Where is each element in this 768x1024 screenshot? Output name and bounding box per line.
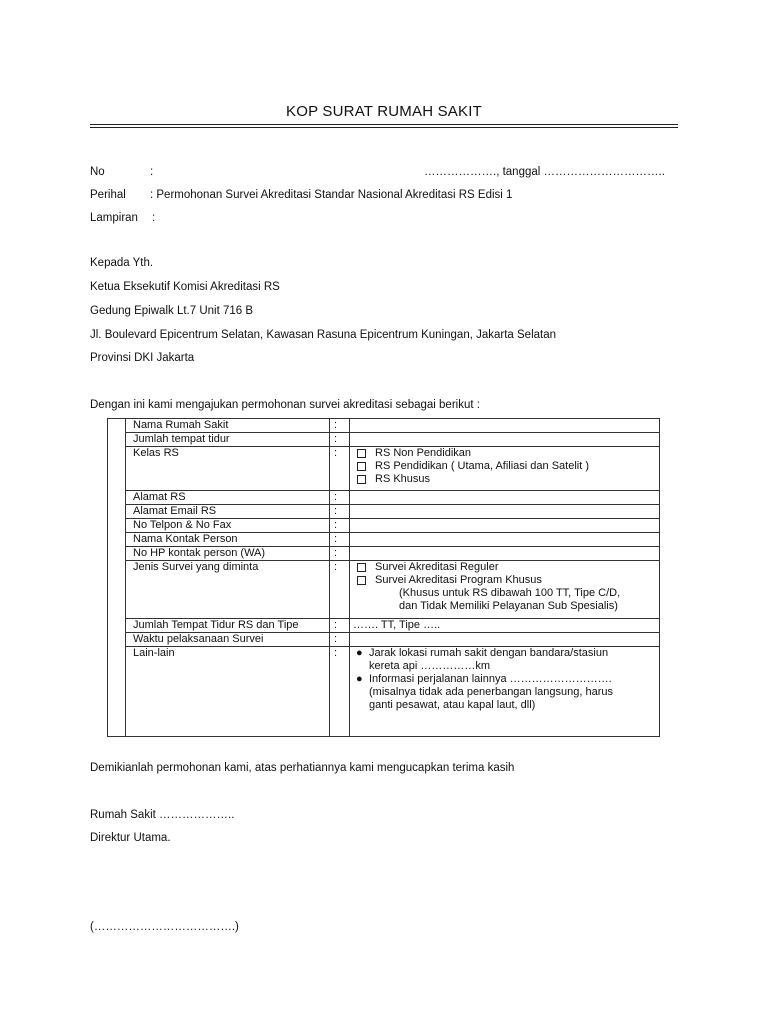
table-row (108, 433, 660, 447)
table-row (108, 491, 660, 505)
checkbox-empty-icon[interactable] (357, 449, 366, 458)
recipient-line: Jl. Boulevard Epicentrum Selatan, Kawasan Rasuna Epicentrum Kuningan, Jakarta Selatan (90, 329, 557, 341)
no-label: No (90, 166, 105, 178)
recipient-line: Ketua Eksekutif Komisi Akreditasi RS (90, 281, 280, 293)
header-rule-top (90, 124, 678, 125)
field-label: Lain-lain (126, 647, 330, 737)
intro-text: Dengan ini kami mengajukan permohonan survei akreditasi sebagai berikut : (90, 399, 480, 411)
field-colon: : (330, 491, 350, 505)
no-colon: : (150, 166, 154, 178)
field-label: Nama Kontak Person (126, 533, 330, 547)
field-label: Jenis Survei yang diminta (126, 561, 330, 619)
lain-bullet: ● Informasi perjalanan lainnya ………………………. (356, 673, 612, 685)
field-label: Jumlah tempat tidur (126, 433, 330, 447)
field-colon: : (330, 633, 350, 647)
field-value-jenis-survei (350, 561, 660, 619)
field-label: Nama Rumah Sakit (126, 419, 330, 433)
field-value-waktu[interactable] (350, 633, 660, 647)
table-row (108, 633, 660, 647)
table-row (108, 505, 660, 519)
kelas-option[interactable]: RS Khusus (353, 473, 656, 486)
field-value-alamat-rs[interactable] (350, 491, 660, 505)
lain-bullet-cont: ganti pesawat, atau kapal laut, dll) (369, 699, 536, 711)
table-row (108, 561, 660, 619)
date-line: ………………., tanggal ………………………….. (424, 166, 665, 178)
field-label: Alamat Email RS (126, 505, 330, 519)
field-value-nama-kontak[interactable] (350, 533, 660, 547)
lain-bullet-cont: kereta api ……………km (369, 660, 491, 672)
field-label: Waktu pelaksanaan Survei (126, 633, 330, 647)
table-row (108, 647, 660, 737)
field-colon: : (330, 547, 350, 561)
recipient-line: Gedung Epiwalk Lt.7 Unit 716 B (90, 305, 254, 317)
recipient-line: Provinsi DKI Jakarta (90, 352, 195, 364)
kelas-option[interactable]: RS Non Pendidikan (353, 447, 656, 460)
field-value-no-telpon[interactable] (350, 519, 660, 533)
perihal-label: Perihal (90, 189, 126, 201)
survei-option[interactable]: Survei Akreditasi Reguler (353, 561, 656, 574)
table-row (108, 519, 660, 533)
survei-option[interactable]: Survei Akreditasi Program Khusus (353, 574, 656, 587)
signature-hospital: Rumah Sakit ……………….. (90, 809, 235, 821)
field-value-tt-tipe[interactable]: ……. TT, Tipe ….. (350, 619, 660, 633)
field-label: Alamat RS (126, 491, 330, 505)
signature-position: Direktur Utama. (90, 832, 171, 844)
field-label: No HP kontak person (WA) (126, 547, 330, 561)
field-colon: : (330, 561, 350, 619)
bullet-dot-icon: ● (356, 673, 363, 685)
checkbox-empty-icon[interactable] (357, 462, 366, 471)
field-colon: : (330, 419, 350, 433)
field-label: Jumlah Tempat Tidur RS dan Tipe (126, 619, 330, 633)
field-value-alamat-email[interactable] (350, 505, 660, 519)
field-colon: : (330, 447, 350, 491)
field-label: Kelas RS (126, 447, 330, 491)
table-row (108, 547, 660, 561)
survei-note: dan Tidak Memiliki Pelayanan Sub Spesialis) (399, 600, 618, 612)
closing-text: Demikianlah permohonan kami, atas perhatiannya kami mengucapkan terima kasih (90, 762, 515, 774)
field-value-kelas-rs (350, 447, 660, 491)
field-colon: : (330, 505, 350, 519)
field-colon: : (330, 647, 350, 737)
lain-bullet-cont: (misalnya tidak ada penerbangan langsung, harus (369, 686, 613, 698)
field-colon: : (330, 619, 350, 633)
lampiran-label: Lampiran (90, 212, 138, 224)
signature-name: (……………………………….) (90, 921, 239, 933)
field-colon: : (330, 519, 350, 533)
table-row (108, 533, 660, 547)
table-row (108, 619, 660, 633)
survei-note: (Khusus untuk RS dibawah 100 TT, Tipe C/D, (399, 587, 621, 599)
request-form-table (107, 418, 660, 737)
header-rule-bottom (90, 127, 678, 128)
field-colon: : (330, 533, 350, 547)
table-row (108, 419, 660, 433)
lain-bullet: ● Jarak lokasi rumah sakit dengan bandara/stasiun (356, 647, 609, 659)
field-label: No Telpon & No Fax (126, 519, 330, 533)
perihal-value: : Permohonan Survei Akreditasi Standar Nasional Akreditasi RS Edisi 1 (150, 189, 513, 201)
number-column (108, 419, 126, 737)
field-value-lain (350, 647, 660, 737)
field-value-no-hp[interactable] (350, 547, 660, 561)
bullet-dot-icon: ● (356, 647, 363, 659)
table-row (108, 447, 660, 491)
page-title: KOP SURAT RUMAH SAKIT (286, 103, 482, 120)
checkbox-empty-icon[interactable] (357, 576, 366, 585)
checkbox-empty-icon[interactable] (357, 475, 366, 484)
lampiran-colon: : (152, 212, 156, 224)
field-value-nama-rs[interactable] (350, 419, 660, 433)
kelas-option[interactable]: RS Pendidikan ( Utama, Afiliasi dan Satelit ) (353, 460, 656, 473)
field-colon: : (330, 433, 350, 447)
recipient-line: Kepada Yth. (90, 257, 154, 269)
checkbox-empty-icon[interactable] (357, 563, 366, 572)
field-value-jumlah-tt[interactable] (350, 433, 660, 447)
